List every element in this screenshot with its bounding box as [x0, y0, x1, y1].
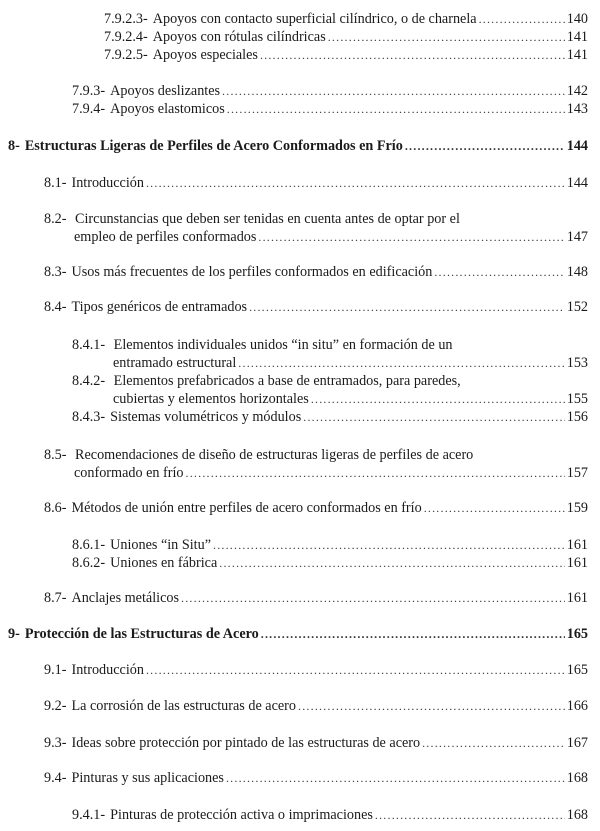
dot-leader — [249, 298, 565, 316]
toc-entry-number: 9.3- — [44, 735, 67, 751]
toc-entry-title: Apoyos con contacto superficial cilíndrico, o de charnela — [152, 11, 477, 27]
toc-entry-number: 7.9.3- — [72, 83, 106, 99]
toc-entry-title: empleo de perfiles conformados — [74, 229, 257, 245]
toc-entry-title-line1: Recomendaciones de diseño de estructuras ligeras de perfiles de acero — [75, 447, 474, 463]
dot-leader — [146, 661, 565, 679]
dot-leader — [222, 82, 565, 100]
toc-entry-title-line1: Elementos prefabricados a base de entramados, para paredes, — [113, 373, 461, 389]
toc-entry — [44, 769, 588, 787]
toc-entry-title: Anclajes metálicos — [71, 590, 180, 606]
toc-entry-title: Métodos de unión entre perfiles de acero conformados en frío — [71, 500, 422, 516]
toc-entry-page: 153 — [566, 355, 588, 371]
toc-entry-number: 8.4.3- — [72, 409, 106, 425]
toc-entry — [44, 499, 588, 517]
toc-entry-page: 144 — [566, 138, 588, 154]
toc-entry — [44, 263, 588, 281]
dot-leader — [260, 46, 565, 64]
toc-entry-page: 156 — [566, 409, 588, 425]
toc-entry-number: 8.6- — [44, 500, 67, 516]
dot-leader — [258, 228, 564, 246]
toc-entry — [72, 100, 588, 118]
toc-entry-page: 141 — [566, 47, 588, 63]
dot-leader — [186, 464, 565, 482]
toc-entry-page: 165 — [566, 626, 588, 642]
toc-entry-number: 7.9.2.4- — [104, 29, 148, 45]
dot-leader — [298, 697, 565, 715]
toc-entry-number: 8.1- — [44, 175, 67, 191]
toc-entry-page: 148 — [566, 264, 588, 280]
toc-entry-number: 8.6.2- — [72, 555, 106, 571]
toc-chapter — [8, 137, 588, 155]
toc-entry-title: Introducción — [71, 175, 144, 191]
toc-entry — [44, 661, 588, 679]
toc-entry-title: La corrosión de las estructuras de acero — [71, 698, 297, 714]
toc-entry-page: 140 — [566, 11, 588, 27]
dot-leader — [434, 263, 564, 281]
toc-entry — [113, 390, 588, 408]
dot-leader — [213, 536, 565, 554]
toc-entry — [72, 408, 588, 426]
toc-entry-title: Pinturas de protección activa o imprimaciones — [110, 807, 373, 823]
dot-leader — [328, 28, 565, 46]
dot-leader — [146, 174, 565, 192]
toc-entry-first-line — [72, 336, 453, 354]
toc-entry-title: Uniones en fábrica — [110, 555, 218, 571]
toc-entry-first-line — [44, 210, 460, 228]
toc-entry-number: 9- — [8, 626, 20, 642]
dot-leader — [311, 390, 565, 408]
dot-leader — [219, 554, 564, 572]
toc-entry-page: 144 — [566, 175, 588, 191]
toc-entry-number: 8.3- — [44, 264, 67, 280]
toc-entry-page: 166 — [566, 698, 588, 714]
toc-entry-page: 152 — [566, 299, 588, 315]
toc-entry — [113, 354, 588, 372]
toc-entry-page: 167 — [566, 735, 588, 751]
toc-entry-title: Pinturas y sus aplicaciones — [71, 770, 224, 786]
dot-leader — [479, 10, 565, 28]
toc-entry-title-line1: Elementos individuales unidos “in situ” en formación de un — [113, 337, 453, 353]
toc-entry-first-line — [44, 446, 473, 464]
toc-entry-page: 157 — [566, 465, 588, 481]
toc-entry — [72, 82, 588, 100]
toc-entry — [44, 697, 588, 715]
toc-entry-number: 8.2- — [44, 211, 67, 227]
toc-entry-title: entramado estructural — [113, 355, 237, 371]
toc-entry — [74, 228, 588, 246]
dot-leader — [405, 137, 565, 155]
toc-entry-first-line — [72, 372, 461, 390]
toc-entry-number: 8.7- — [44, 590, 67, 606]
toc-entry-title: Estructuras Ligeras de Perfiles de Acero Conformados en Frío — [24, 138, 403, 154]
toc-entry — [44, 734, 588, 752]
toc-entry — [72, 536, 588, 554]
toc-entry-page: 141 — [566, 29, 588, 45]
toc-entry — [74, 464, 588, 482]
toc-chapter — [8, 625, 588, 643]
dot-leader — [375, 806, 565, 824]
toc-entry-page: 143 — [566, 101, 588, 117]
dot-leader — [424, 499, 565, 517]
toc-entry — [44, 174, 588, 192]
toc-entry-number: 7.9.2.3- — [104, 11, 148, 27]
toc-entry-page: 161 — [566, 555, 588, 571]
toc-entry-page: 168 — [566, 770, 588, 786]
toc-entry-title: Tipos genéricos de entramados — [71, 299, 248, 315]
dot-leader — [238, 354, 564, 372]
toc-entry-title-line1: Circunstancias que deben ser tenidas en cuenta antes de optar por el — [75, 211, 460, 227]
toc-entry-number: 9.4.1- — [72, 807, 106, 823]
toc-entry-page: 159 — [566, 500, 588, 516]
toc-entry-page: 155 — [566, 391, 588, 407]
toc-entry — [72, 554, 588, 572]
toc-entry — [104, 46, 588, 64]
toc-entry-title: conformado en frío — [74, 465, 184, 481]
toc-entry — [104, 28, 588, 46]
dot-leader — [181, 589, 565, 607]
toc-entry-page: 165 — [566, 662, 588, 678]
toc-entry-title: Apoyos especiales — [152, 47, 258, 63]
toc-entry-number: 9.4- — [44, 770, 67, 786]
toc-entry-page: 168 — [566, 807, 588, 823]
toc-entry-number: 8.5- — [44, 447, 67, 463]
toc-entry-title: Apoyos con rótulas cilíndricas — [152, 29, 326, 45]
toc-entry-page: 161 — [566, 537, 588, 553]
toc-entry-number: 9.2- — [44, 698, 67, 714]
toc-entry-title: Apoyos elastomicos — [110, 101, 225, 117]
toc-entry-page: 147 — [566, 229, 588, 245]
dot-leader — [422, 734, 565, 752]
toc-entry-number: 7.9.4- — [72, 101, 106, 117]
toc-entry-title: Introducción — [71, 662, 144, 678]
toc-entry-title: cubiertas y elementos horizontales — [113, 391, 309, 407]
toc-entry-page: 161 — [566, 590, 588, 606]
dot-leader — [261, 625, 565, 643]
toc-entry-number: 7.9.2.5- — [104, 47, 148, 63]
toc-entry — [44, 298, 588, 316]
toc-entry-title: Usos más frecuentes de los perfiles conformados en edificación — [71, 264, 433, 280]
toc-entry-title: Ideas sobre protección por pintado de las estructuras de acero — [71, 735, 421, 751]
dot-leader — [227, 100, 565, 118]
toc-entry-number: 8.4.2- — [72, 373, 106, 389]
toc-entry-number: 8- — [8, 138, 20, 154]
toc-entry-number: 8.4.1- — [72, 337, 106, 353]
toc-entry-title: Sistemas volumétricos y módulos — [110, 409, 302, 425]
toc-entry — [104, 10, 588, 28]
dot-leader — [303, 408, 564, 426]
toc-entry-number: 8.4- — [44, 299, 67, 315]
dot-leader — [226, 769, 565, 787]
toc-entry-number: 8.6.1- — [72, 537, 106, 553]
toc-entry — [72, 806, 588, 824]
toc-entry — [44, 589, 588, 607]
toc-entry-number: 9.1- — [44, 662, 67, 678]
toc-entry-page: 142 — [566, 83, 588, 99]
toc-entry-title: Uniones “in Situ” — [110, 537, 211, 553]
toc-entry-title: Protección de las Estructuras de Acero — [24, 626, 259, 642]
toc-entry-title: Apoyos deslizantes — [110, 83, 221, 99]
